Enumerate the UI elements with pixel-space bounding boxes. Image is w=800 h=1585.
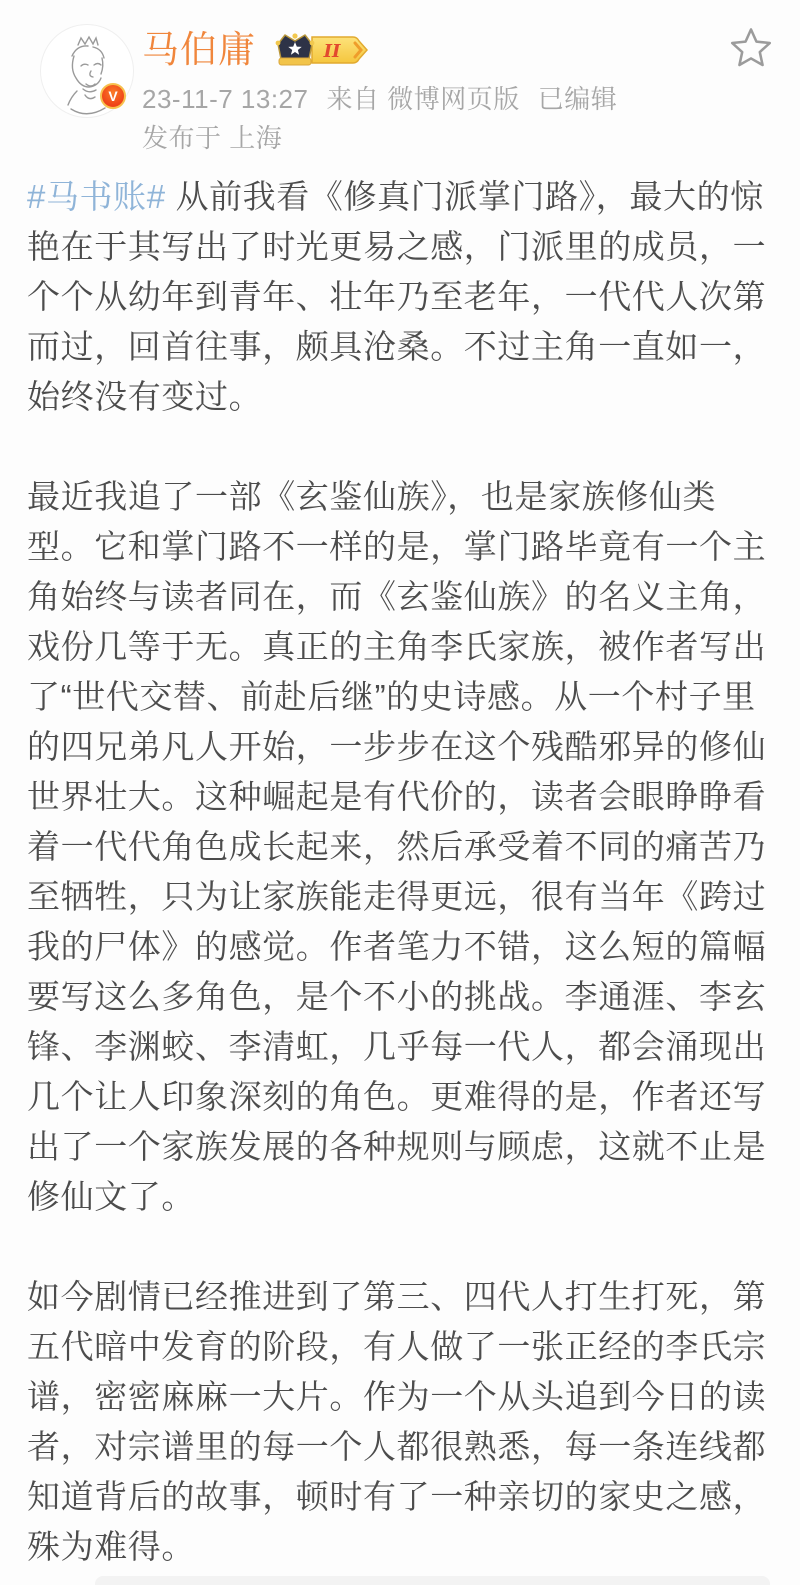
vip-crown-badge[interactable]	[268, 29, 373, 71]
post-body	[27, 172, 769, 1585]
header-main	[142, 28, 617, 153]
paragraph-1	[27, 172, 769, 422]
edited-label[interactable]: 已编辑	[537, 84, 618, 114]
post-header	[0, 0, 800, 170]
attached-image-top-edge[interactable]	[95, 1576, 770, 1585]
paragraph-2: 最近我追了一部《玄鉴仙族》，也是家族修仙类型。它和掌门路不一样的是，掌门路毕竟有一个主角始终与读者同在，而《玄鉴仙族》的名义主角，戏份几等于无。真正的主角李氏家族，被作者写出了“世代交替、前赴后继”的史诗感。从一个村子里的四兄弟凡人开始，一步步在这个残酷邪异的修仙世界壮大。这种崛起是有代价的，读者会眼睁睁看着一代代角色成长起来，然后承受着不同的痛苦乃至牺牲，只为让家族能走得更远，很有当年《跨过我的尸体》的感觉。作者笔力不错，这么短的篇幅要写这么多角色，是个不小的挑战。李通涯、李玄锋、李渊蛟、李清虹，几乎每一代人，都会涌现出几个让人印象深刻的角色。更难得的是，作者还写出了一个家族发展的各种规则与顾虑，这就不止是修仙文了。	[27, 478, 767, 1215]
level-ribbon	[312, 37, 367, 63]
author-name[interactable]: 马伯庸	[142, 29, 256, 70]
location-line: 发布于 上海	[142, 123, 283, 153]
source-app[interactable]: 来自 微博网页版	[326, 84, 520, 114]
favorite-star-icon[interactable]	[728, 26, 774, 72]
paragraph-1-text: 从前我看《修真门派掌门路》，最大的惊艳在于其写出了时光更易之感，门派里的成员，一个个从幼年到青年、壮年乃至老年，一代代人次第而过，回首往事，颇具沧桑。不过主角一直如一，始终没有变过。	[27, 178, 767, 415]
verified-letter: V	[108, 88, 118, 104]
crown-icon	[276, 33, 315, 65]
avatar[interactable]	[40, 24, 134, 118]
paragraph-3: 如今剧情已经推进到了第三、四代人打生打死，第五代暗中发育的阶段，有人做了一张正经的李氏宗谱，密密麻麻一大片。作为一个从头追到今日的读者，对宗谱里的每一个人都很熟悉，每一条连线都知道背后的故事，顿时有了一种亲切的家史之感，殊为难得。	[27, 1278, 767, 1565]
name-row	[142, 28, 617, 72]
timestamp: 23-11-7 13:27	[142, 84, 309, 114]
verified-v-icon	[100, 83, 126, 109]
vip-level-label: II	[323, 41, 341, 62]
post-meta	[142, 84, 617, 114]
hashtag-link[interactable]: #马书账#	[27, 178, 166, 215]
